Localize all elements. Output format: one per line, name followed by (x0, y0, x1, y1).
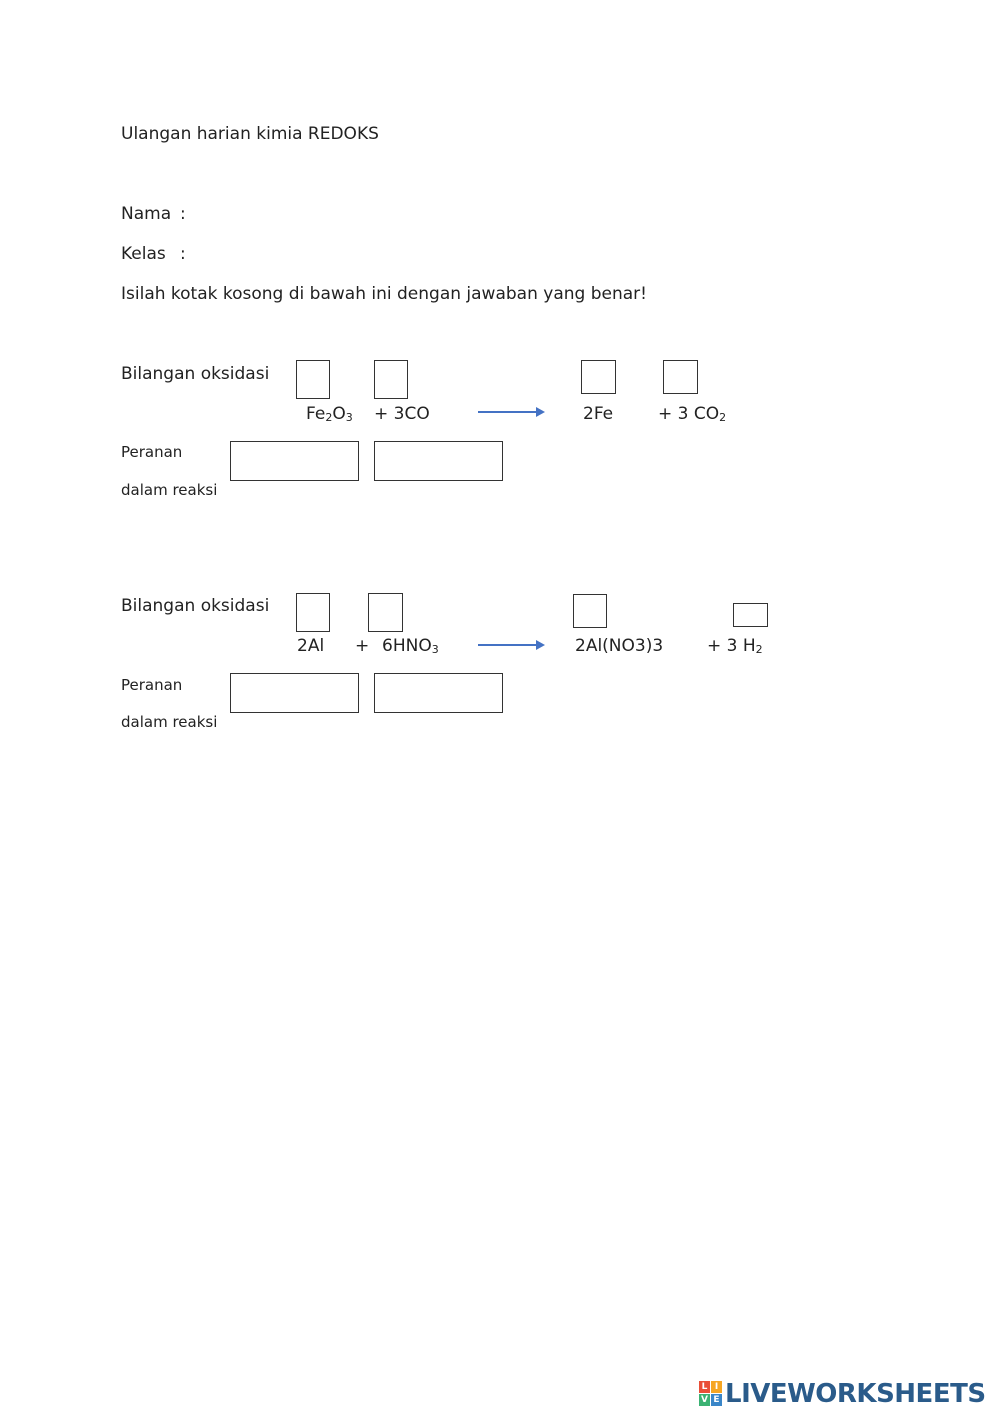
mark-letter-i: I (711, 1381, 722, 1393)
oxidation-box-fe2o3[interactable] (296, 360, 330, 399)
role-label-1a: Peranan (121, 443, 183, 461)
name-colon: : (180, 204, 186, 224)
oxidation-box-fe[interactable] (581, 360, 616, 394)
oxidation-box-hno3[interactable] (368, 593, 403, 632)
oxidation-box-al[interactable] (296, 593, 330, 632)
reaction-arrow-1 (478, 406, 548, 418)
role-label-2a: Peranan (121, 676, 183, 694)
oxidation-box-h2[interactable] (733, 603, 768, 627)
role-box-2a[interactable] (230, 673, 359, 713)
reactant-fe2o3: $Fe_2O_3$ (306, 404, 353, 424)
mark-letter-l: L (699, 1381, 710, 1393)
mark-letter-e: E (711, 1394, 722, 1406)
class-colon: : (180, 244, 186, 264)
oxidation-number-label-1: Bilangan oksidasi (121, 364, 270, 384)
name-label: Nama (121, 204, 172, 224)
mark-letter-v: V (699, 1394, 710, 1406)
reactant-al: 2Al (297, 636, 325, 656)
role-box-2b[interactable] (374, 673, 503, 713)
reactant-plus: + (355, 636, 370, 656)
liveworksheets-logo (699, 1377, 986, 1411)
reactant-hno3: $6HNO_3$ (382, 636, 439, 656)
oxidation-box-co[interactable] (374, 360, 408, 399)
class-label: Kelas (121, 244, 166, 264)
liveworksheets-mark-icon (699, 1381, 723, 1407)
oxidation-box-al-no3[interactable] (573, 594, 607, 628)
instruction-text: Isilah kotak kosong di bawah ini dengan jawaban yang benar! (121, 284, 647, 304)
worksheet-title: Ulangan harian kimia REDOKS (121, 124, 379, 144)
reaction-arrow-2 (478, 639, 548, 651)
role-box-1a[interactable] (230, 441, 359, 481)
product-al-no3-3: 2Al(NO3)3 (575, 636, 664, 656)
role-label-2b: dalam reaksi (121, 713, 218, 731)
oxidation-box-co2[interactable] (663, 360, 698, 394)
product-co2: + 3 $CO_2$ (658, 404, 727, 424)
product-h2: + 3 $H_2$ (707, 636, 763, 656)
role-box-1b[interactable] (374, 441, 503, 481)
logo-text: LIVEWORKSHEETS (725, 1379, 986, 1409)
product-fe: 2Fe (583, 404, 614, 424)
oxidation-number-label-2: Bilangan oksidasi (121, 596, 270, 616)
role-label-1b: dalam reaksi (121, 481, 218, 499)
reactant-co: + 3CO (374, 404, 430, 424)
